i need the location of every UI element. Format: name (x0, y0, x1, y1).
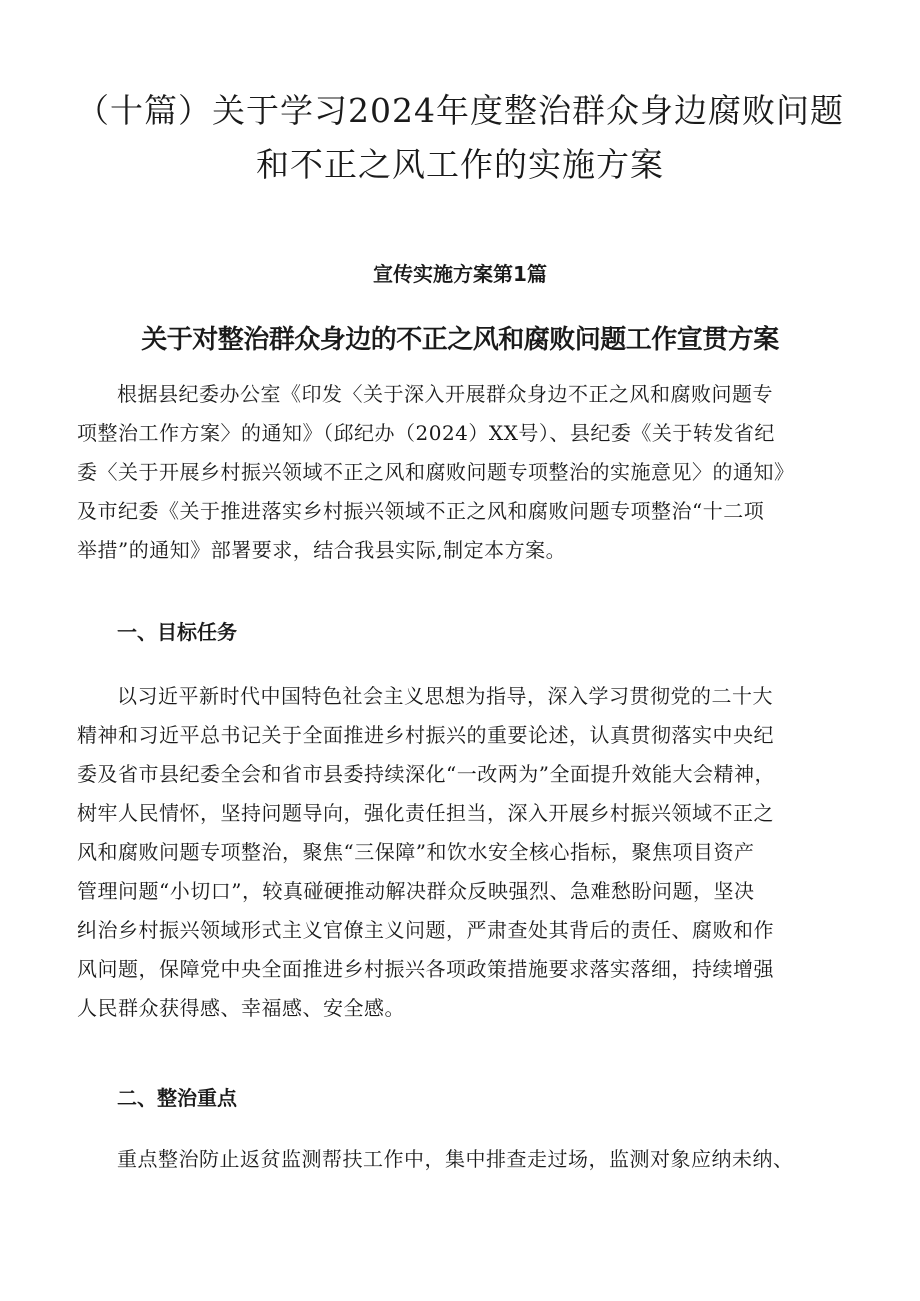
paragraph-line: 重点整治防止返贫监测帮扶工作中，集中排查走过场，监测对象应纳未纳、 (117, 1147, 794, 1171)
paragraph-line: 人民群众获得感、幸福感、安全感。 (77, 996, 405, 1020)
paragraph-intro (77, 375, 887, 570)
main-title (40, 84, 880, 192)
paragraph-focus (117, 1140, 887, 1179)
subtitle: 宣传实施方案第1篇 (373, 262, 547, 286)
main-title-line-1: （十篇）关于学习2024年度整治群众身边腐败问题 (76, 91, 844, 130)
main-title-line-2: 和不正之风工作的实施方案 (256, 145, 664, 184)
paragraph-line: 精神和习近平总书记关于全面推进乡村振兴的重要论述，认真贯彻落实中央纪 (77, 723, 774, 747)
paragraph-line: 树牢人民情怀，坚持问题导向，强化责任担当，深入开展乡村振兴领域不正之 (77, 801, 774, 825)
paragraph-goals (77, 677, 887, 1028)
paragraph-line: 风问题，保障党中央全面推进乡村振兴各项政策措施要求落实落细，持续增强 (77, 957, 774, 981)
paragraph-line: 以习近平新时代中国特色社会主义思想为指导，深入学习贯彻党的二十大 (117, 684, 773, 708)
section-heading-goals: 一、目标任务 (117, 620, 237, 644)
paragraph-line: 举措”的通知》部署要求，结合我县实际,制定本方案。 (77, 538, 567, 562)
paragraph-line: 委及省市县纪委全会和省市县委持续深化“一改两为”全面提升效能大会精神， (77, 762, 775, 786)
section-heading-focus: 二、整治重点 (117, 1086, 237, 1110)
paragraph-line: 及市纪委《关于推进落实乡村振兴领域不正之风和腐败问题专项整治“十二项 (77, 499, 765, 523)
paragraph-line: 管理问题“小切口”，较真碰硬推动解决群众反映强烈、急难愁盼问题，坚决 (77, 879, 755, 903)
paragraph-line: 风和腐败问题专项整治，聚焦“三保障”和饮水安全核心指标，聚焦项目资产 (77, 840, 755, 864)
paragraph-line: 项整治工作方案〉的通知》（邱纪办（2024）XX号）、县纪委《关于转发省纪 (77, 421, 775, 445)
paragraph-line: 根据县纪委办公室《印发〈关于深入开展群众身边不正之风和腐败问题专 (117, 382, 773, 406)
paragraph-line: 纠治乡村振兴领域形式主义官僚主义问题，严肃查处其背后的责任、腐败和作 (77, 918, 774, 942)
paragraph-line: 委〈关于开展乡村振兴领域不正之风和腐败问题专项整治的实施意见〉的通知》 (77, 460, 795, 484)
document-heading: 关于对整治群众身边的不正之风和腐败问题工作宣贯方案 (141, 325, 779, 355)
